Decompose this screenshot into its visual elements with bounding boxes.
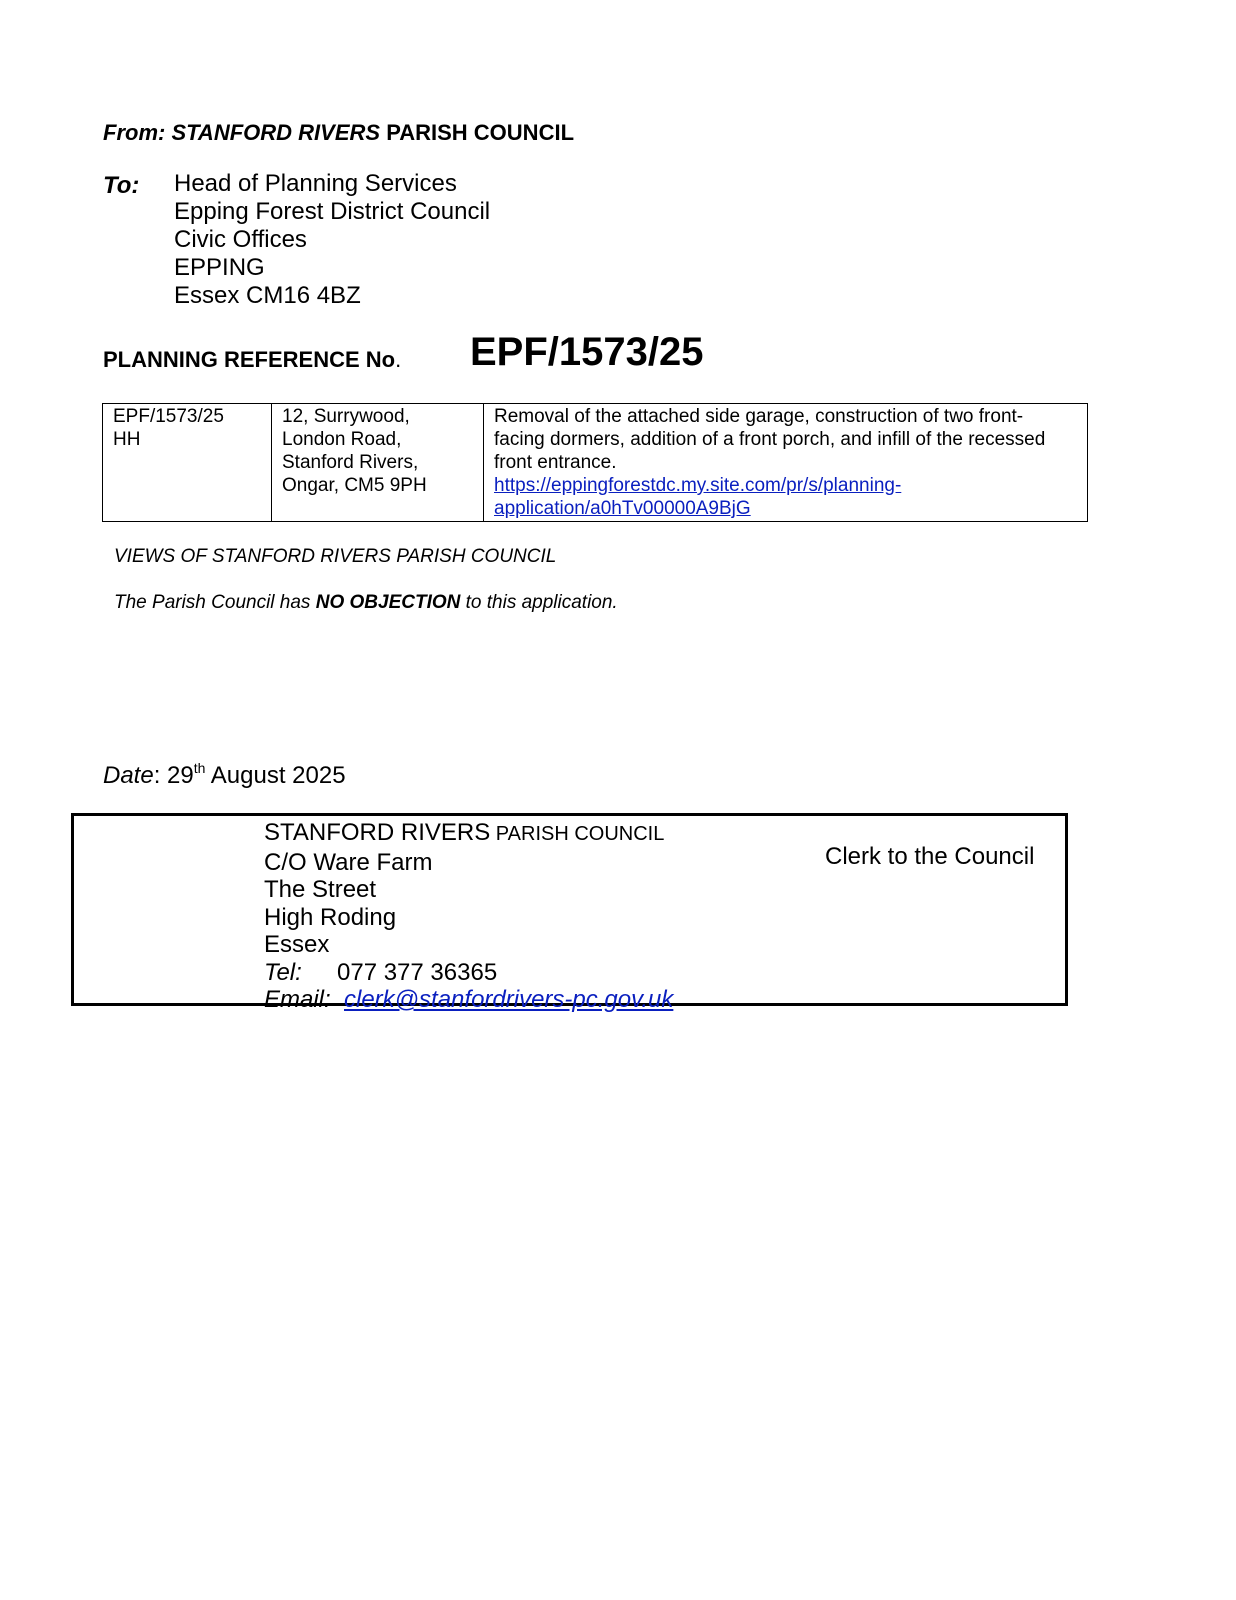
application-address-line: 12, Surrywood,: [282, 406, 410, 427]
council-address-line: High Roding: [264, 903, 397, 931]
application-link[interactable]: [494, 474, 1077, 520]
views-heading: VIEWS OF STANFORD RIVERS PARISH COUNCIL: [114, 546, 557, 567]
application-type: HH: [113, 429, 141, 450]
to-address-line: Head of Planning Services: [174, 170, 457, 197]
tel-label: Tel:: [264, 958, 302, 986]
planning-reference-label: [103, 347, 401, 373]
council-address-line: Essex: [264, 931, 330, 958]
from-label: From:: [103, 120, 166, 145]
application-reference: EPF/1573/25: [113, 406, 224, 427]
clerk-role: Clerk to the Council: [825, 843, 1035, 870]
from-line: [103, 120, 574, 146]
application-table: [102, 403, 1088, 522]
application-address-cell: [272, 404, 484, 522]
date-day: 29: [167, 762, 194, 789]
to-address-line: Essex CM16 4BZ: [174, 282, 361, 309]
views-statement: [114, 592, 618, 614]
application-description-line: facing dormers, addition of a front porch, and infill of the recessed: [494, 429, 1046, 450]
from-council-name: STANFORD RIVERS: [171, 120, 381, 145]
application-address-line: Ongar, CM5 9PH: [282, 475, 427, 496]
date-rest: August 2025: [205, 762, 346, 789]
application-reference-cell: [103, 404, 272, 522]
council-name-large: STANFORD RIVERS: [264, 819, 491, 846]
date-label: Date: [103, 762, 154, 789]
views-text-after: to this application.: [460, 592, 618, 613]
date-separator: :: [153, 762, 168, 789]
from-council-suffix: PARISH COUNCIL: [386, 120, 575, 145]
application-link-line[interactable]: https://eppingforestdc.my.site.com/pr/s/planning-: [494, 475, 902, 496]
council-name-small: PARISH COUNCIL: [490, 823, 665, 845]
council-tel: [264, 959, 673, 987]
application-description-cell: [484, 404, 1088, 522]
to-address-line: Epping Forest District Council: [174, 198, 491, 225]
to-address: [174, 170, 490, 310]
council-address-line: The Street: [264, 876, 377, 903]
planning-reference-label-dot: .: [395, 347, 402, 372]
to-label: To:: [103, 172, 140, 199]
email-link[interactable]: clerk@stanfordrivers-pc.gov.uk: [344, 986, 674, 1013]
to-address-line: EPPING: [174, 254, 265, 281]
planning-reference-value: EPF/1573/25: [470, 330, 704, 374]
to-address-line: Civic Offices: [174, 226, 307, 253]
date-line: [103, 762, 346, 790]
views-decision: NO OBJECTION: [315, 592, 461, 613]
application-address-line: Stanford Rivers,: [282, 452, 419, 473]
application-address-line: London Road,: [282, 429, 402, 450]
date-suffix: th: [193, 760, 206, 776]
council-name: [264, 819, 673, 849]
application-link-line[interactable]: application/a0hTv00000A9BjG: [494, 498, 751, 519]
council-address-line: C/O Ware Farm: [264, 848, 433, 876]
application-description-line: front entrance.: [494, 452, 617, 473]
table-row: [103, 404, 1088, 522]
planning-reference-label-text: PLANNING REFERENCE No: [103, 347, 396, 372]
application-description-line: Removal of the attached side garage, construction of two front-: [494, 406, 1024, 427]
council-contact-details: [264, 819, 673, 1014]
views-text-before: The Parish Council has: [114, 592, 316, 613]
tel-value: 077 377 36365: [337, 958, 498, 986]
council-email: [264, 986, 673, 1014]
email-label: Email:: [264, 986, 331, 1013]
